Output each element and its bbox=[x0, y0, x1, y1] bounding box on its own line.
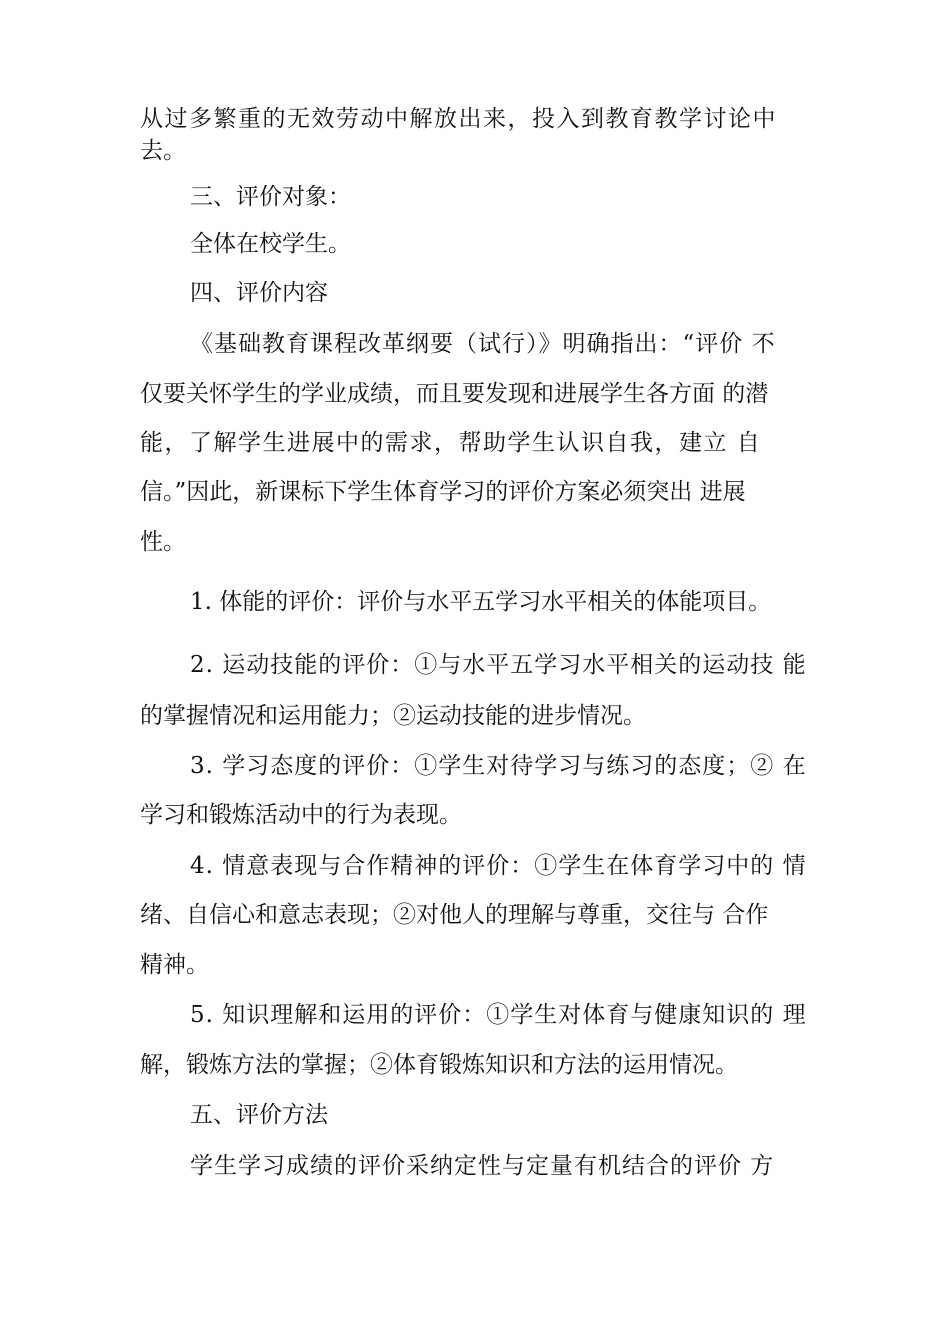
text-line: 信。”因此，新课标下学生体育学习的评价方案必须突出 进展 bbox=[140, 479, 746, 505]
text-line: 全体在校学生。 bbox=[190, 231, 351, 257]
text-line: 《基础教育课程改革纲要（试行）》明确指出：“评价 不 bbox=[190, 331, 776, 357]
section-heading: 四、评价内容 bbox=[190, 280, 328, 306]
text-line: 精神。 bbox=[140, 952, 209, 978]
text-line: 学生学习成绩的评价采纳定性与定量有机结合的评价 方 bbox=[190, 1153, 775, 1179]
text-line: 去。 bbox=[140, 138, 186, 164]
text-line: 性。 bbox=[140, 529, 186, 555]
text-line: 从过多繁重的无效劳动中解放出来，投入到教育教学讨论中 bbox=[140, 106, 777, 132]
list-item: 5. 知识理解和运用的评价：①学生对体育与健康知识的 理 bbox=[190, 1002, 807, 1028]
text-line: 学习和锻炼活动中的行为表现。 bbox=[140, 802, 462, 828]
list-item: 1. 体能的评价：评价与水平五学习水平相关的体能项目。 bbox=[190, 589, 772, 615]
text-line: 解，锻炼方法的掌握；②体育锻炼知识和方法的运用情况。 bbox=[140, 1052, 738, 1078]
text-line: 的掌握情况和运用能力；②运动技能的进步情况。 bbox=[140, 703, 646, 729]
section-heading: 三、评价对象： bbox=[190, 184, 351, 210]
text-line: 仅要关怀学生的学业成绩，而且要发现和进展学生各方面 的潜 bbox=[140, 381, 769, 407]
list-item: 2. 运动技能的评价：①与水平五学习水平相关的运动技 能 bbox=[190, 652, 807, 678]
text-line: 能，了解学生进展中的需求，帮助学生认识自我，建立 自 bbox=[140, 430, 762, 456]
list-item: 4. 情意表现与合作精神的评价：①学生在体育学习中的 情 bbox=[190, 853, 807, 879]
section-heading: 五、评价方法 bbox=[190, 1102, 328, 1128]
text-line: 绪、自信心和意志表现；②对他人的理解与尊重，交往与 合作 bbox=[140, 902, 769, 928]
list-item: 3. 学习态度的评价：①学生对待学习与练习的态度；② 在 bbox=[190, 753, 807, 779]
